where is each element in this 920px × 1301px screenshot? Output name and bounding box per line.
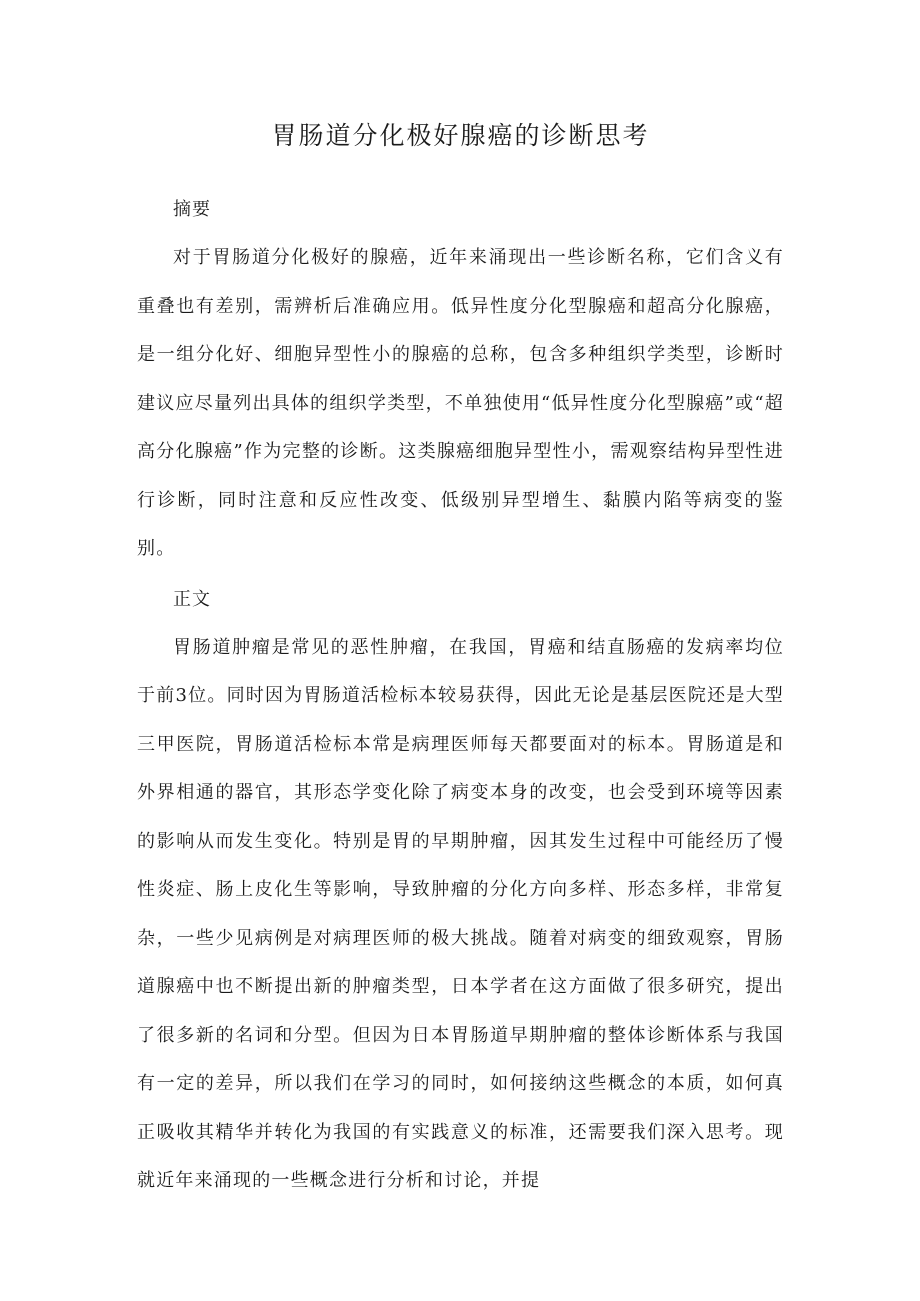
body-paragraph: 胃肠道肿瘤是常见的恶性肿瘤，在我国，胃癌和结直肠癌的发病率均位于前3位。同时因为胃肠道活检标本较易获得，因此无论是基层医院还是大型三甲医院，胃肠道活检标本常是病理医师每天都要面对的标本。胃肠道是和外界相通的器官，其形态学变化除了病变本身的改变，也会受到环境等因素的影响从而发生变化。特别是胃的早期肿瘤，因其发生过程中可能经历了慢性炎症、肠上皮化生等影响，导致肿瘤的分化方向多样、形态多样，非常复杂，一些少见病例是对病理医师的极大挑战。随着对病变的细致观察，胃肠道腺癌中也不断提出新的肿瘤类型，日本学者在这方面做了很多研究，提出了很多新的名词和分型。但因为日本胃肠道早期肿瘤的整体诊断体系与我国有一定的差异，所以我们在学习的同时，如何接纳这些概念的本质，如何真正吸收其精华并转化为我国的有实践意义的标准，还需要我们深入思考。现就近年来涌现的一些概念进行分析和讨论，并提 [137, 636, 784, 1191]
abstract-heading: 摘要 [173, 199, 211, 220]
body-heading: 正文 [173, 588, 211, 610]
document-title: 胃肠道分化极好腺癌的诊断思考 [271, 121, 650, 150]
abstract-paragraph: 对于胃肠道分化极好的腺癌，近年来涌现出一些诊断名称，它们含义有重叠也有差别，需辨析后准确应用。低异性度分化型腺癌和超高分化腺癌，是一组分化好、细胞异型性小的腺癌的总称，包含多种组织学类型，诊断时建议应尽量列出具体的组织学类型，不单独使用“低异性度分化型腺癌”或“超高分化腺癌”作为完整的诊断。这类腺癌细胞异型性小，需观察结构异型性进行诊断，同时注意和反应性改变、低级别异型增生、黏膜内陷等病变的鉴别。 [137, 247, 784, 559]
